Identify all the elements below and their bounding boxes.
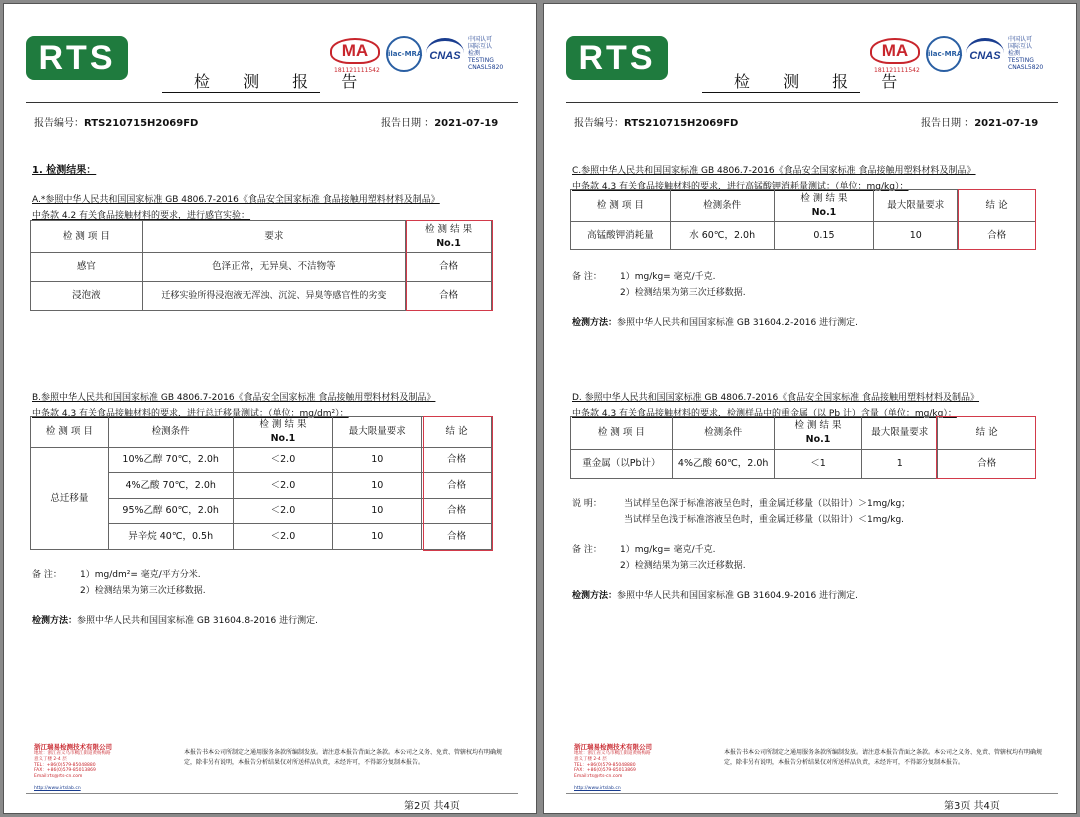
report-title: 检 测 报 告	[734, 72, 912, 91]
disclaimer: 本报告书本公司所制定之通用服务条款所编制发放。请注意本报告背面之条款。本公司之义务、免责、管辖权均有明确规定，除非另有说明，本报告分析结果仅对所送样品负责，未经许可，不得部分复制本报告。	[184, 749, 503, 766]
section-a-heading-2: 中条款 4.2 有关食品接触材料的要求，进行感官实验：	[32, 211, 251, 221]
report-number: 报告编号：RTS210715H2069FD	[574, 118, 739, 129]
explain-1: 当试样呈色深于标准溶液呈色时，重金属迁移量（以铅计）＞1mg/kg；	[624, 499, 911, 509]
th-result: 检 测 结 果 No.1	[406, 221, 492, 253]
cma-number: 181121111542	[334, 67, 380, 74]
footer-divider	[566, 793, 1058, 794]
note-1: 1）mg/dm²= 毫克/平方分米.	[80, 570, 201, 580]
note-2: 2）检测结果为第三次迁移数据.	[620, 288, 746, 298]
title-underline	[702, 92, 860, 93]
table-row: 异辛烷 40℃，0.5h ＜2.0 10 合格	[31, 524, 492, 550]
report-number: 报告编号：RTS210715H2069FD	[34, 118, 199, 129]
th-item: 检 测 项 目	[31, 221, 143, 253]
result-highlight	[406, 220, 493, 311]
cnas-lines: 中国认可 国际互认 检测 TESTING CNASL5820	[468, 36, 504, 71]
header-divider	[26, 102, 518, 103]
migration-table: 检 测 项 目 检测条件 检 测 结 果 No.1 最大限量要求 结 论 总迁移量 10%乙醇 70℃，2.0h ＜2.0 10 合格 4%乙酸 70℃，2.0h ＜2.0 10 合格 95%乙醇 60℃，2.0h ＜2.0 10 合格 异辛烷 40℃，0.5h ＜2.0 10 合格	[30, 416, 492, 550]
item-total-migration: 总迁移量	[31, 448, 109, 550]
report-date: 报告日期 ：2021-07-19	[381, 118, 499, 129]
title-underline	[162, 92, 320, 93]
kmno4-table: 检 测 项 目 检测条件 检 测 结 果 No.1 最大限量要求 结 论 高锰酸钾消耗量 水 60℃，2.0h 0.15 10 合格	[570, 189, 1036, 250]
page-number: 第3页 共4页	[944, 801, 1000, 812]
report-title: 检 测 报 告	[194, 72, 372, 91]
th-requirement: 要求	[142, 221, 405, 253]
note-2: 2）检测结果为第三次迁移数据.	[620, 561, 746, 571]
conclusion-highlight	[958, 189, 1036, 250]
ilac-mra-logo: ilac-MRA	[386, 36, 422, 72]
test-method: 检测方法：参照中华人民共和国国家标准 GB 31604.9-2016 进行测定.	[572, 591, 858, 601]
cnas-lines: 中国认可 国际互认 检测 TESTING CNASL5820	[1008, 36, 1044, 71]
company-name: 浙江瑞易检测技术有限公司	[34, 743, 112, 751]
company-name: 浙江瑞易检测技术有限公司	[574, 743, 652, 751]
table-row: 95%乙醇 60℃，2.0h ＜2.0 10 合格	[31, 499, 492, 524]
conclusion-highlight	[936, 416, 1036, 479]
section-c-heading-2: 中条款 4.3 有关食品接触材料的要求，进行高锰酸钾消耗量测试：（单位：mg/kg）：	[572, 182, 909, 192]
ilac-mra-logo: ilac-MRA	[926, 36, 962, 72]
cma-number: 181121111542	[874, 67, 920, 74]
report-page-2	[3, 3, 537, 814]
section-a-heading-1: A.*参照中华人民共和国国家标准 GB 4806.7-2016《食品安全国家标准 食品接触用塑料材料及制品》	[32, 195, 440, 205]
note-label: 备 注：	[32, 570, 62, 580]
report-page-3	[543, 3, 1077, 814]
explain-label: 说 明：	[572, 499, 602, 509]
section-d-heading-2: 中条款 4.3 有关食品接触材料的要求，检测样品中的重金属（以 Pb 计）含量（单位：mg/kg）：	[572, 409, 957, 419]
header-divider	[566, 102, 1058, 103]
section-b-heading-2: 中条款 4.3 有关食品接触材料的要求，进行总迁移量测试：（单位：mg/dm²）：	[32, 409, 349, 419]
company-url: http://www.irtslab.cn	[34, 786, 81, 791]
table-row: 总迁移量 10%乙醇 70℃，2.0h ＜2.0 10 合格	[31, 448, 492, 473]
cma-logo: MA	[330, 38, 380, 64]
cnas-logo: CNAS	[966, 38, 1004, 68]
heavy-metal-table: 检 测 项 目 检测条件 检 测 结 果 No.1 最大限量要求 结 论 重金属（以Pb计） 4%乙酸 60℃，2.0h ＜1 1 合格	[570, 416, 1036, 479]
disclaimer: 本报告书本公司所制定之通用服务条款所编制发放。请注意本报告背面之条款。本公司之义务、免责、管辖权均有明确规定，除非另有说明，本报告分析结果仅对所送样品负责，未经许可，不得部分复制本报告。	[724, 749, 1043, 766]
table-row: 高锰酸钾消耗量 水 60℃，2.0h 0.15 10 合格	[571, 222, 1036, 250]
section-c-heading-1: C.参照中华人民共和国国家标准 GB 4806.7-2016《食品安全国家标准 食品接触用塑料材料及制品》	[572, 166, 976, 176]
rts-logo: RTS	[26, 36, 128, 80]
page-number: 第2页 共4页	[404, 801, 460, 812]
company-contact: 地址：浙江省义乌市稠江街道黄杨梅路 意义丁楼 2-4 层 TEL：+86(0)579-85048880 FAX：+86(0)579-85013869 Email:rts@rts-cn.com	[574, 751, 651, 780]
rts-logo: RTS	[566, 36, 668, 80]
table-row: 浸泡液 迁移实验所得浸泡液无浑浊、沉淀、异臭等感官性的劣变 合格	[31, 282, 492, 311]
conclusion-highlight	[423, 416, 493, 551]
table-row: 重金属（以Pb计） 4%乙酸 60℃，2.0h ＜1 1 合格	[571, 450, 1036, 479]
test-method: 检测方法：参照中华人民共和国国家标准 GB 31604.8-2016 进行测定.	[32, 616, 318, 626]
table-row: 感官 色泽正常，无异臭、不洁物等 合格	[31, 253, 492, 282]
test-method: 检测方法：参照中华人民共和国国家标准 GB 31604.2-2016 进行测定.	[572, 318, 858, 328]
explain-2: 当试样呈色浅于标准溶液呈色时，重金属迁移量（以铅计）＜1mg/kg.	[624, 515, 905, 525]
note-1: 1）mg/kg= 毫克/千克.	[620, 272, 716, 282]
note-2: 2）检测结果为第三次迁移数据.	[80, 586, 206, 596]
company-contact: 地址：浙江省义乌市稠江街道黄杨梅路 意义丁楼 2-4 层 TEL：+86(0)579-85048880 FAX：+86(0)579-85013869 Email:rts@rts-cn.com	[34, 751, 111, 780]
section-d-heading-1: D. 参照中华人民共和国国家标准 GB 4806.7-2016《食品安全国家标准 食品接触用塑料材料及制品》	[572, 393, 980, 403]
section-title: 1. 检测结果：	[32, 165, 97, 176]
cma-logo: MA	[870, 38, 920, 64]
company-url: http://www.irtslab.cn	[574, 786, 621, 791]
report-date: 报告日期 ：2021-07-19	[921, 118, 1039, 129]
cnas-logo: CNAS	[426, 38, 464, 68]
note-label: 备 注：	[572, 545, 602, 555]
footer-divider	[26, 793, 518, 794]
note-1: 1）mg/kg= 毫克/千克.	[620, 545, 716, 555]
table-row: 4%乙酸 70℃，2.0h ＜2.0 10 合格	[31, 473, 492, 499]
section-b-heading-1: B.参照中华人民共和国国家标准 GB 4806.7-2016《食品安全国家标准 食品接触用塑料材料及制品》	[32, 393, 436, 403]
note-label: 备 注：	[572, 272, 602, 282]
